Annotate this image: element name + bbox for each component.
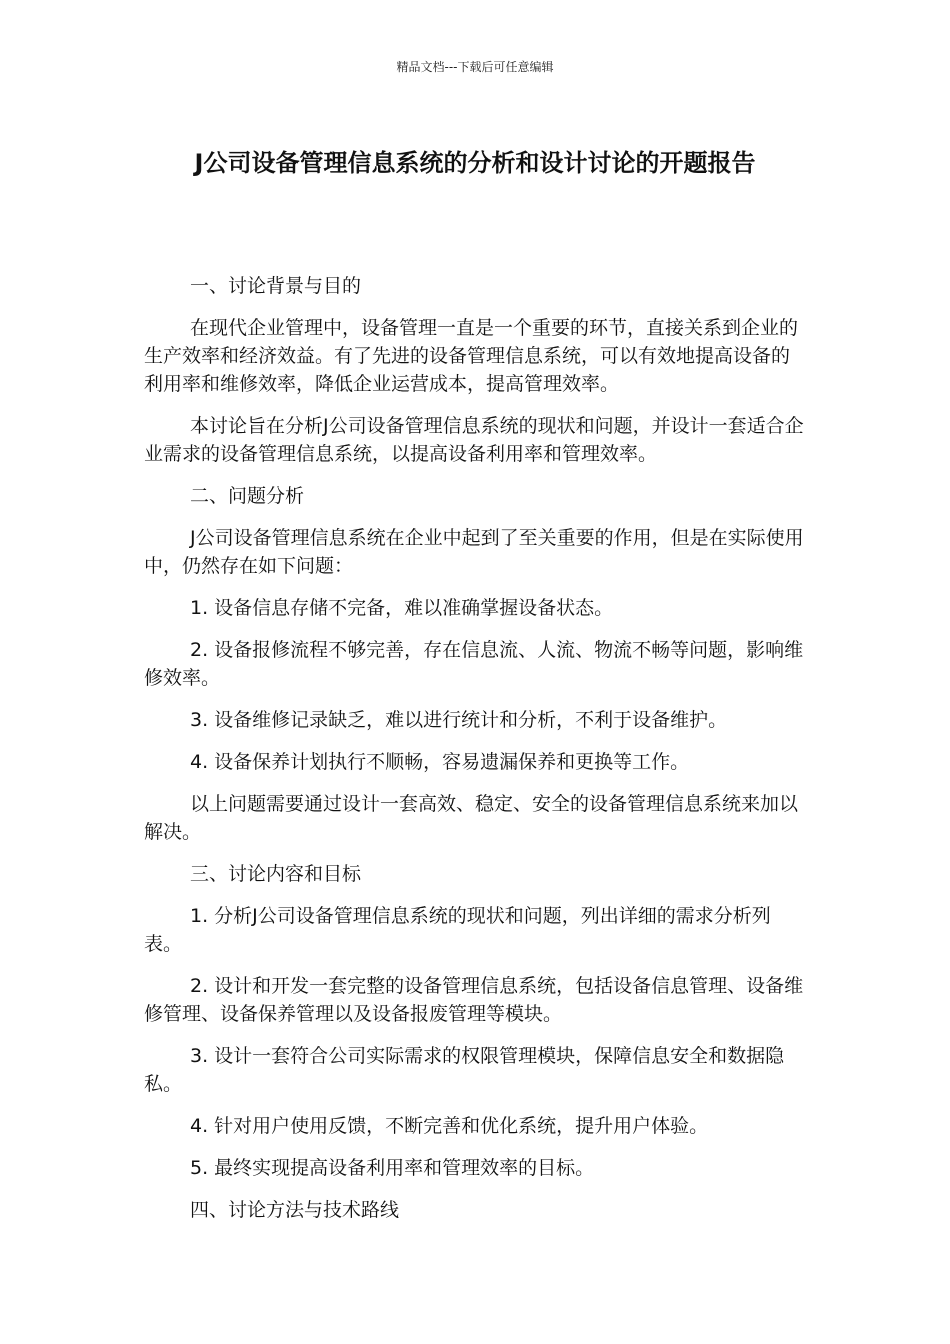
section-heading: 一、讨论背景与目的 (190, 275, 362, 297)
paragraph: 在现代企业管理中，设备管理一直是一个重要的环节，直接关系到企业的生产效率和经济效益。有了先进的设备管理信息系统，可以有效地提高设备的利用率和维修效率，降低企业运营成本，提高管理效率。 (144, 317, 799, 395)
section-heading: 三、讨论内容和目标 (190, 863, 362, 885)
list-item: 5. 最终实现提高设备利用率和管理效率的目标。 (190, 1157, 595, 1179)
list-item: 4. 设备保养计划执行不顺畅，容易遗漏保养和更换等工作。 (190, 751, 690, 773)
list-item: 3. 设计一套符合公司实际需求的权限管理模块，保障信息安全和数据隐私。 (144, 1045, 785, 1095)
document-title: J公司设备管理信息系统的分析和设计讨论的开题报告 (194, 149, 756, 177)
section-heading: 二、问题分析 (190, 485, 305, 507)
document-body (144, 272, 806, 1238)
list-item: 1. 设备信息存储不完备，难以准确掌握设备状态。 (190, 597, 614, 619)
list-item: 3. 设备维修记录缺乏，难以进行统计和分析，不利于设备维护。 (190, 709, 728, 731)
list-item: 1. 分析J公司设备管理信息系统的现状和问题，列出详细的需求分析列表。 (144, 905, 771, 955)
header-note: 精品文档---下载后可任意编辑 (396, 60, 554, 74)
list-item: 4. 针对用户使用反馈，不断完善和优化系统，提升用户体验。 (190, 1115, 709, 1137)
list-item: 2. 设计和开发一套完整的设备管理信息系统，包括设备信息管理、设备维修管理、设备保养管理以及设备报废管理等模块。 (144, 975, 804, 1025)
paragraph: J公司设备管理信息系统在企业中起到了至关重要的作用，但是在实际使用中，仍然存在如下问题： (144, 527, 804, 577)
section-heading: 四、讨论方法与技术路线 (190, 1199, 400, 1221)
list-item: 2. 设备报修流程不够完善，存在信息流、人流、物流不畅等问题，影响维修效率。 (144, 639, 804, 689)
paragraph: 以上问题需要通过设计一套高效、稳定、安全的设备管理信息系统来加以解决。 (144, 793, 799, 843)
paragraph: 本讨论旨在分析J公司设备管理信息系统的现状和问题，并设计一套适合企业需求的设备管理信息系统，以提高设备利用率和管理效率。 (144, 415, 804, 465)
